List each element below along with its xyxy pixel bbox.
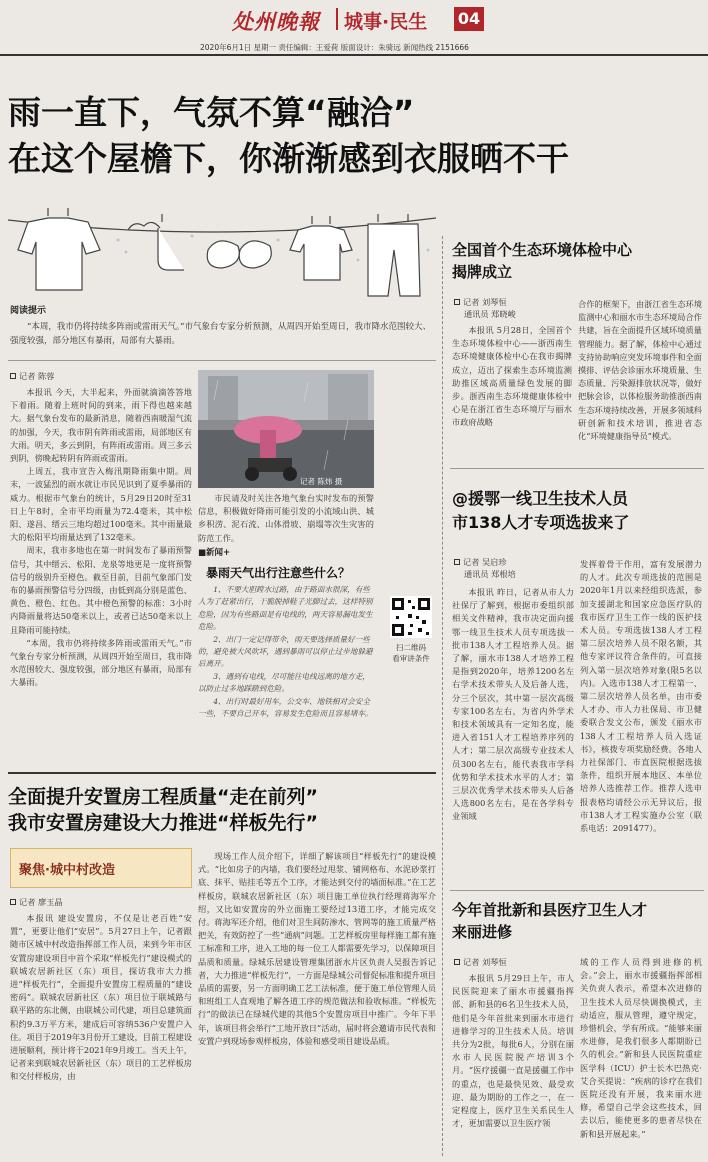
sidebar-title: 暴雨天气出行注意些什么？ <box>206 566 351 580</box>
wuhan-byline-1: 记者 吴启珍 <box>463 557 507 567</box>
housing-byline-text: 记者 廖玉晶 <box>19 897 63 907</box>
wuhan-byline-2: 通讯员 郑根培 <box>464 569 516 579</box>
qr-caption: 扫二维码 看审讲条件 <box>392 643 430 663</box>
reading-tip-label: 阅读提示 <box>10 306 47 316</box>
reading-tip-summary: “本周，我市仍将持续多阵雨或雷雨天气。”市气象台专家分析预测，从周四开始至周日，我市降水范围较大、强度较强，部分地区有暴雨，局部有大暴雨。 <box>10 322 431 346</box>
eco-bottom-rule <box>450 468 704 469</box>
summary-rule <box>8 360 436 361</box>
rain-paragraph-4: “本周，我市仍将持续多阵雨或雷雨天气。”市气象台专家分析预测，从周四开始至周日，我市降水范围较大、强度较强，部分地区有暴雨，局部有大暴雨。 <box>10 637 192 688</box>
rain-bottom-rule <box>8 772 436 774</box>
medical-body-right <box>580 956 702 1141</box>
eco-byline-1: 记者 刘琴恒 <box>463 297 507 307</box>
eco-left-text: 本报讯 5月28日，全国首个生态环境体检中心——浙西南生态环境健康体检中心在我市揭牌成立，迈出了探索生态环境监测助推区域高质量绿色发展的脚步。浙西南生态环境健康体检中心是在浙江省生态环境厅与丽水市政府战略 <box>452 325 572 428</box>
masthead-info: 2020年6月1日 星期一 责任编辑：王爱荷 版面设计：朱骑远 新闻热线 2151666 <box>200 43 469 52</box>
sidebar-list <box>198 584 374 720</box>
housing-byline <box>10 896 63 908</box>
rain-byline-text: 记者 陈蓉 <box>19 371 55 381</box>
focus-banner-text: 聚焦·城中村改造 <box>19 863 115 878</box>
rain-paragraph-1: 本报讯 今天，大半起来，外面就滴滴答答地下着雨。随着上班时间的到来，雨下得也越来越大。据气象台发布的最新消息，随着西南暖湿气流的加强，今天，我市阴有阵雨或雷雨，局部地区有大雨。明天，多云到阴，有阵雨或雷雨。周三多云到阴，傍晚起转阴有阵雨或雷雨。 <box>10 387 192 464</box>
wuhan-right-text: 发挥着骨干作用，富有发展潜力的人才。此次专项选拔的范围是2020年1月以来经组织选派，参加支援湖北和国家应急医疗队的我市医疗卫生工作一线的医护技术人员。专项选拔138人才工程第二层次培养人员不限名额，其他专家评议符合条件的，可直接列入第一层次培养对象(限5名以内)。入选市138人才工程第一、第二层次培养人员名单，由市委人才办、市人力社保局、市卫健委联合发文公布，颁发《丽水市138人才工程培养人员入选证书》，核拨专项奖励经费。各地人力社保部门、市直医院根据选拔条件，组织开展本地区、本单位培养人选推荐工作。推荐人选申报表格均请经公示无异议后，报市138人才工程实施办公室（联系电话：2091477）。 <box>580 559 702 834</box>
eco-title-1: 全国首个生态环境体检中心 <box>452 241 633 259</box>
masthead <box>0 0 708 52</box>
eco-title-2: 揭牌成立 <box>452 263 513 281</box>
wuhan-left-text: 本报讯 昨日，记者从市人力社保厅了解到，根据市委组织部相关文件精神，我市决定面向援鄂一线卫生技术人员专项选拔一批市138人才工程培养人员。据了解，丽水市138人才培养工程是指到2020年，培养1200名左右学术技术带头人及后备人选，分三个层次，其中第一层次高级专家100名左右，为省内外学术和技术领域具有一定知名度，能进入省151人才工程培养序列的人才；第二层次高级专业技术人员300名左右，能代表我市学科优势和学术技术水平的人才；第三层次优秀学术技术带头人后备人选800名左右，是在各学科专业领域 <box>452 587 574 822</box>
byline-box-icon <box>10 899 16 905</box>
wuhan-byline <box>454 556 516 580</box>
eco-right-text: 合作的框架下，由浙江省生态环境监测中心和丽水市生态环境局合作共建，旨在全面提升区域环境质量管理能力。据了解，体检中心通过支持协助响应突发环境事件和全面摸排、评估会诊丽水环境质量、生态质量、污染源排放状况等，做好把脉会诊，以体检服务助推浙西南生态环境持续改善，开展多领域科研创新和技术培训，推进省态化“环境健康指导员”模式。 <box>578 299 702 442</box>
rain-byline <box>10 370 54 382</box>
eco-body-right <box>578 298 702 443</box>
eco-byline-2: 通讯员 郑晓峻 <box>464 309 516 319</box>
housing-right-text: 现场工作人员介绍下，详细了解该项目“样板先行”的建设模式。“比如房子的内墙，我们要经过甩浆、铺网格布、水泥砂浆打底、抹平、贴挂毛等五个工序，才能达到交付的墙面标准。”在工艺样板房，联城农居新社区（东）项目施工单位执行经理蒋海军介绍，又比如安置房的外立面施工要经过13道工序，才能完成交付。蒋海军还介绍，他们对卫生间防渗水、管网等的施工质量严格把关，有效防控了一些“通病”问题。工艺样板房里每样施工都有施工标准和工序，进入工地的每一位工人都需要先学习，以保障项目品质和质量。绿城乐居建设管理集团浙水片区负责人吴报告诉记者，大力推进“样板先行”，一方面是绿城公司督促标准和提升项目品质的需要，另一方面明确工艺工法标准，便于施工单位管理人员和班组工人直观地了解各道工序的规范做法和验收标准。“样板先行”的做法已在绿城代建的其他5个安置房项目中推广。今年下半年，该项目将会举行“工地开放日”活动，届时将会邀请市民代表和安置户到现场参观样板房，体验和感受项目建设品质。 <box>198 851 436 1046</box>
masthead-rule <box>0 54 708 56</box>
medical-title-1: 今年首批新和县医疗卫生人才 <box>452 901 648 919</box>
medical-byline-text: 记者 刘琴恒 <box>463 957 507 967</box>
medical-body-left <box>452 972 574 1130</box>
sidebar-item: 3、遇到有电线，尽可能往电线远离的地方走，以防止过多地踩踏到危险。 <box>198 671 370 694</box>
housing-body-right <box>198 850 436 1048</box>
section-name: 城事·民生 <box>344 11 428 33</box>
main-headline-line1: 雨一直下，气氛不算“融洽” <box>8 93 415 132</box>
eco-body-left <box>452 324 572 430</box>
focus-banner <box>10 848 192 888</box>
rain-photo <box>198 370 374 488</box>
rain-photo-note: 市民请及时关注各地气象台实时发布的预警信息，积极做好降雨可能引发的小流域山洪、城乡积涝、泥石流、山体滑坡、崩塌等次生灾害的防范工作。 <box>198 493 374 543</box>
sidebar-item: 2、出门一定记得带伞，雨天要选择质量好一些的，避免被大风吹坏，遇到暴雨可以停止过步地躲避后离开。 <box>198 634 373 669</box>
byline-box-icon <box>454 299 460 305</box>
sidebar-item: 1、不要大胆蹚水过路，由于路面水很深，有些人为了赶紧出行，干脆脱掉鞋子光脚过去，这样特别危险，因为有些路面是有电线的，两天容易漏电发生危险。 <box>198 585 373 632</box>
medical-right-text: 域的工作人员得到进修的机会。”会上，丽水市援疆指挥部相关负责人表示，希望本次进修的卫生技术人员尽快调换模式，主动适应，服从管理，遵守规定，珍惜机会，学有所成。“能够来丽水进修，是我们很多人都期盼已久的机会。”新和县人民医院重症医学科（ICU）护士长木巴热克·艾合买提说：“疾病的诊疗在我们医院还没有开展，我来丽水进修，希望自己学会这些技术，回去以后，能使更多的患者尽快在新和县开展起来。” <box>580 957 702 1139</box>
medical-byline <box>454 956 507 968</box>
eco-byline <box>454 296 516 320</box>
rain-paragraph-2: 上周五，我市宣告入梅汛期降雨集中期。周末，一波猛烈的雨水就让市民见识到了夏季暴雨的威力。根据市气象台的统计，5月29日20时至31日上午8时，全市平均雨量为72.4毫米，其中松阳、遂昌、缙云三地均超过100毫米。其中雨量最大的松阳平均雨量达到了132毫米。 <box>10 466 192 543</box>
byline-box-icon <box>10 373 16 379</box>
rain-paragraph-3: 周末，我市多地也在第一时间发布了暴雨预警信号，其中缙云、松阳、龙泉等地更是一度将预警信号的级别升至橙色。截至目前，目前气象部门发布的暴雨预警信号分四级，由低到高分别是蓝色、黄色、橙色、红色。其中橙色预警的标准：3小时内降雨量将达50毫米以上，或者已达50毫米以上且降雨可能持续。 <box>10 545 192 635</box>
housing-title-2: 我市安置房建设大力推进“样板先行” <box>8 812 318 834</box>
sidebar-item: 4、出行时最好用车，公交车、地铁相对会安全一些，不要自己开车，容易发生危险而且容易堵车。 <box>198 696 373 719</box>
main-headline-line2: 在这个屋檐下，你渐渐感到衣服晒不干 <box>8 139 569 178</box>
wuhan-bottom-rule <box>450 890 704 891</box>
medical-left-text: 本报讯 5月29日上午，市人民医院迎来了丽水市援疆指挥部、新和县的6名卫生技术人员，他们是今年首批来到丽水市进行进修学习的卫生技术人员。培训共分为2批，每批6人，分别在丽水市人民医院脱产培训3个月。“医疗援疆一直是援疆工作中的重点，也是最快见效、最受欢迎、最为期盼的工作之一，在一定程度上，医疗卫生关系民生人才，更加需要以卫生医疗领 <box>452 973 574 1129</box>
rain-body-left <box>10 386 192 690</box>
rain-photo-credit: 记者 陈炜 摄 <box>300 477 343 486</box>
housing-body-left <box>10 912 192 1084</box>
column-divider <box>442 236 443 1156</box>
page-number: 04 <box>454 7 484 31</box>
laundry-illustration <box>8 190 436 300</box>
brand-logo: 处州晚報 <box>232 9 320 34</box>
qr-code-icon <box>390 596 432 638</box>
section-divider <box>336 8 338 30</box>
wuhan-title-2: 市138人才专项选拔来了 <box>452 513 630 532</box>
housing-left-text: 本报讯 建设安置房，不仅是让老百姓“安置”，更要让他们“安居”。5月27日上午，记者跟随市区城中村改造指挥部工作人员，来到今年市区安置房建设项目中首个采取“样板先行”建设模式的联城农居新社区（东）项目，探访我市大力推进“样板先行”，全面提升安置房工程质量的“建设密码”。联城农居新社区（东）项目位于联城路与联平路的东北侧，由联城公司代建，项目总建筑面积约9.3万平方米，建成后可容纳536户安置户入住。项目于2019年3月份开工建设，目前工程建设进展顺利，预计将于2021年9月竣工。当天上午，记者来到联城农居新社区（东）项目的工艺样板房和交付样板房，由 <box>10 913 192 1082</box>
byline-box-icon <box>454 959 460 965</box>
byline-box-icon <box>454 559 460 565</box>
wuhan-title-1: @援鄂一线卫生技术人员 <box>452 489 629 508</box>
news-plus-tag: ■新闻+ <box>198 548 231 558</box>
wuhan-body-right <box>580 558 702 835</box>
wuhan-body-left <box>452 586 574 824</box>
medical-title-2: 来丽进修 <box>452 923 513 941</box>
housing-title-1: 全面提升安置房工程质量“走在前列” <box>8 786 318 808</box>
